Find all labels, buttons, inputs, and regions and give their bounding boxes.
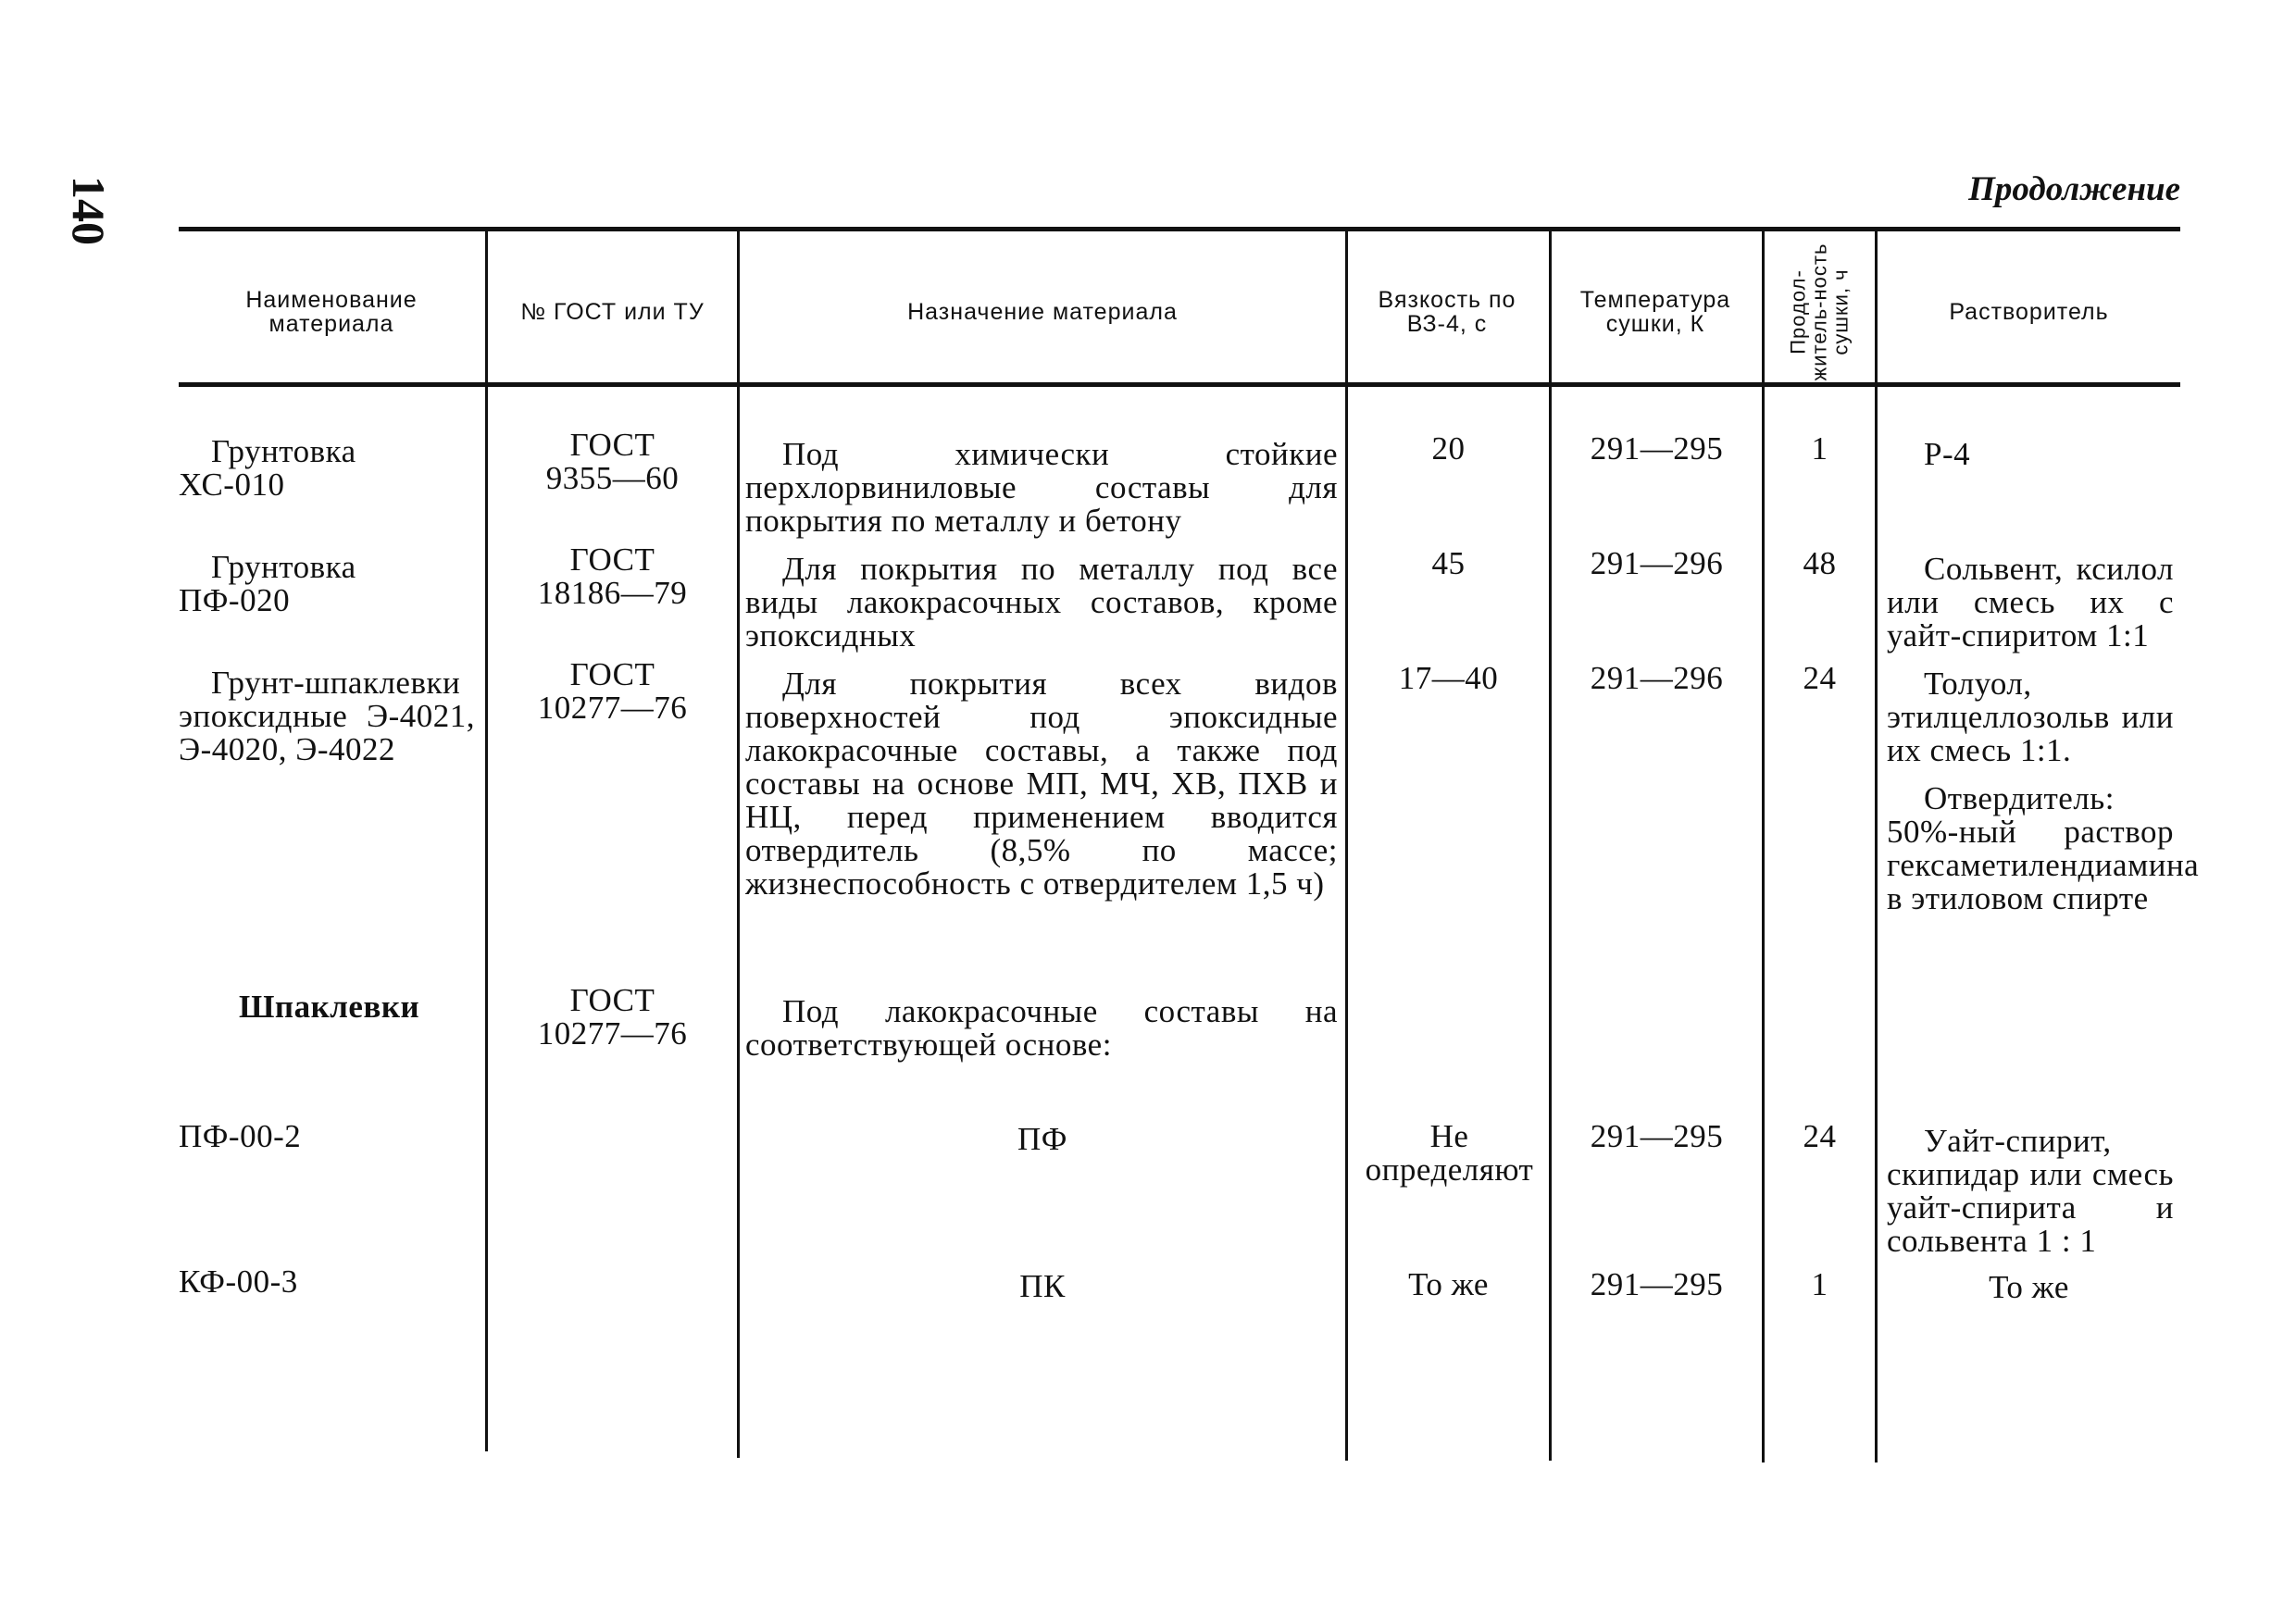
header-viscosity: Вязкость по ВЗ-4, с (1378, 286, 1516, 337)
row3-viscosity: 17—40 (1398, 660, 1499, 696)
row2-gost-line2: 18186—79 (537, 575, 688, 611)
row4-gost-line1: ГОСТ (569, 982, 655, 1018)
row1-duration: 1 (1811, 430, 1828, 467)
row3-name: Грунт-шпаклевки эпоксидные Э-4021, Э-4020, Э-4022 (179, 665, 475, 767)
row2-duration: 48 (1803, 545, 1837, 581)
row4-purpose: Под лакокрасочные составы на соответствующей основе: (745, 993, 1338, 1063)
row3-solvent-note: Отвердитель: 50%-ный раствор гексаметилендиамина в этиловом спирте (1887, 780, 2200, 916)
row6-name: КФ-00-3 (179, 1263, 298, 1300)
row2-name-line2: ПФ-020 (179, 582, 291, 618)
row2-solvent: Сольвент, ксилол или смесь их с уайт-спиритом 1:1 (1887, 551, 2174, 653)
row4-gost-line2: 10277—76 (537, 1015, 688, 1052)
materials-table (179, 227, 2200, 1462)
row2-name-line1: Грунтовка (211, 549, 356, 585)
table-top-rule (179, 227, 2180, 231)
row1-purpose: Под химически стойкие перхлорвиниловые составы для покрытия по металлу и бетону (745, 436, 1338, 539)
row3-gost-line1: ГОСТ (569, 656, 655, 692)
row3-duration: 24 (1803, 660, 1837, 696)
row5-purpose: ПФ (1017, 1121, 1067, 1157)
header-purpose: Назначение материала (907, 298, 1178, 325)
row2-purpose: Для покрытия по металлу под все виды лакокрасочных составов, кроме эпоксидных (745, 551, 1338, 653)
row3-gost-line2: 10277—76 (537, 690, 688, 726)
row2-viscosity: 45 (1431, 545, 1466, 581)
page-number: 140 (63, 176, 115, 245)
row5-name: ПФ-00-2 (179, 1118, 302, 1154)
row4-name: Шпаклевки (239, 989, 420, 1025)
header-solvent: Растворитель (1949, 298, 2109, 325)
row3-purpose: Для покрытия всех видов поверхностей под эпоксидные лакокрасочные составы, а также под составы на основе МП, МЧ, ХВ, ПХВ и НЦ, перед применением вводится отвердитель (8,5% по массе; жизнеспособность с отвердителем 1,5 ч) (745, 666, 1338, 902)
row1-viscosity: 20 (1431, 430, 1466, 467)
row1-name-line2: ХС-010 (179, 467, 285, 503)
row6-viscosity: То же (1408, 1266, 1489, 1302)
row5-temperature: 291—295 (1590, 1118, 1724, 1154)
row6-solvent: То же (1989, 1269, 2069, 1305)
row5-solvent: Уайт-спирит, скипидар или смесь уайт-спирита и сольвента 1 : 1 (1887, 1123, 2174, 1259)
row5-duration: 24 (1803, 1118, 1837, 1154)
header-duration (1764, 238, 1875, 386)
row1-solvent: Р-4 (1924, 436, 1971, 472)
header-temperature: Температура сушки, К (1579, 286, 1731, 337)
header-gost: № ГОСТ или ТУ (520, 298, 705, 325)
header-name: Наименование материала (245, 286, 418, 337)
row1-gost-line2: 9355—60 (545, 460, 680, 496)
row3-solvent: Толуол, этилцеллозольв или их смесь 1:1. (1887, 666, 2174, 768)
row6-temperature: 291—295 (1590, 1266, 1724, 1302)
row2-temperature: 291—296 (1590, 545, 1724, 581)
row2-gost-line1: ГОСТ (569, 541, 655, 578)
row1-temperature: 291—295 (1590, 430, 1724, 467)
row6-duration: 1 (1811, 1266, 1828, 1302)
continuation-label: Продолжение (1968, 170, 2180, 208)
row5-viscosity: Не определяют (1365, 1118, 1534, 1188)
row1-name-line1: Грунтовка (211, 433, 356, 469)
row6-purpose: ПК (1019, 1268, 1066, 1304)
column-divider-1 (485, 231, 488, 1451)
header-duration-text: Продол-житель-ность сушки, ч (1786, 243, 1853, 381)
row3-temperature: 291—296 (1590, 660, 1724, 696)
row1-gost-line1: ГОСТ (569, 427, 655, 463)
